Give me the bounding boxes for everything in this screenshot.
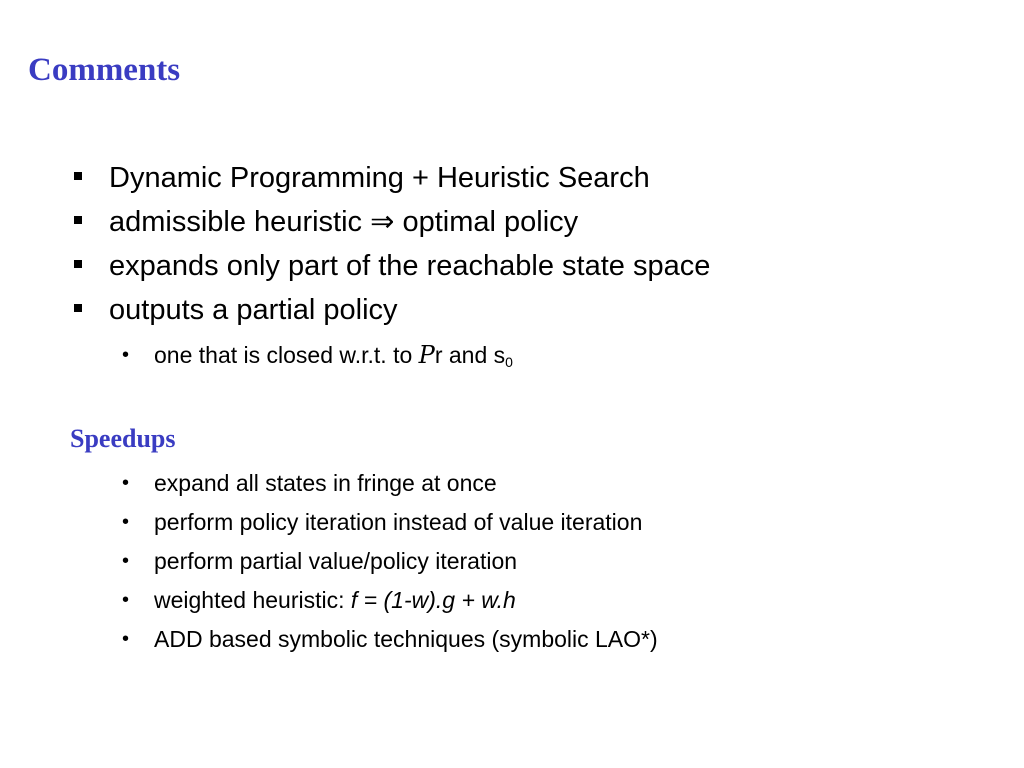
speedup-item bbox=[70, 464, 658, 503]
round-bullet-icon: • bbox=[122, 472, 130, 494]
script-p-symbol: P bbox=[418, 341, 435, 369]
speedup-item bbox=[70, 542, 658, 581]
speedup-text: expand all states in fringe at once bbox=[154, 470, 497, 496]
square-bullet-icon bbox=[74, 304, 82, 312]
weighted-label: weighted heuristic: bbox=[154, 587, 351, 613]
bullet-partial-policy bbox=[70, 288, 710, 332]
bullet-text: expands only part of the reachable state space bbox=[109, 250, 711, 282]
round-bullet-icon: • bbox=[122, 550, 130, 572]
square-bullet-icon bbox=[74, 216, 82, 224]
round-bullet-icon: • bbox=[122, 511, 130, 533]
speedups-heading: Speedups bbox=[70, 424, 176, 453]
speedup-text: perform policy iteration instead of value iteration bbox=[154, 509, 643, 535]
speedup-text: ADD based symbolic techniques (symbolic LAO*) bbox=[154, 626, 658, 652]
sub-bullet-prefix: one that is closed w.r.t. to bbox=[154, 342, 419, 368]
speedup-text: perform partial value/policy iteration bbox=[154, 548, 518, 574]
sub-bullet-text bbox=[154, 342, 513, 368]
speedup-item-weighted bbox=[70, 581, 658, 620]
speedup-item bbox=[70, 620, 658, 659]
bullet-expands-part bbox=[70, 244, 710, 288]
round-bullet-icon: • bbox=[122, 628, 130, 650]
square-bullet-icon bbox=[74, 172, 82, 180]
round-bullet-icon: • bbox=[122, 344, 130, 366]
subscript-zero: 0 bbox=[505, 354, 513, 370]
sub-bullet-list bbox=[70, 336, 513, 382]
sub-bullet-closed-wrt bbox=[70, 336, 513, 382]
bullet-admissible-heuristic bbox=[70, 200, 710, 244]
square-bullet-icon bbox=[74, 260, 82, 268]
bullet-text: admissible heuristic ⇒ optimal policy bbox=[109, 206, 579, 238]
main-bullet-list bbox=[70, 156, 710, 332]
speedup-item bbox=[70, 503, 658, 542]
speedups-list bbox=[70, 464, 658, 659]
bullet-dp-heuristic-search bbox=[70, 156, 710, 200]
sub-bullet-middle: r and s bbox=[434, 342, 506, 368]
slide-title: Comments bbox=[28, 52, 181, 88]
round-bullet-icon: • bbox=[122, 589, 130, 611]
bullet-text: outputs a partial policy bbox=[109, 294, 398, 326]
bullet-text: Dynamic Programming + Heuristic Search bbox=[109, 162, 650, 194]
weighted-formula: f = (1-w).g + w.h bbox=[350, 587, 516, 613]
